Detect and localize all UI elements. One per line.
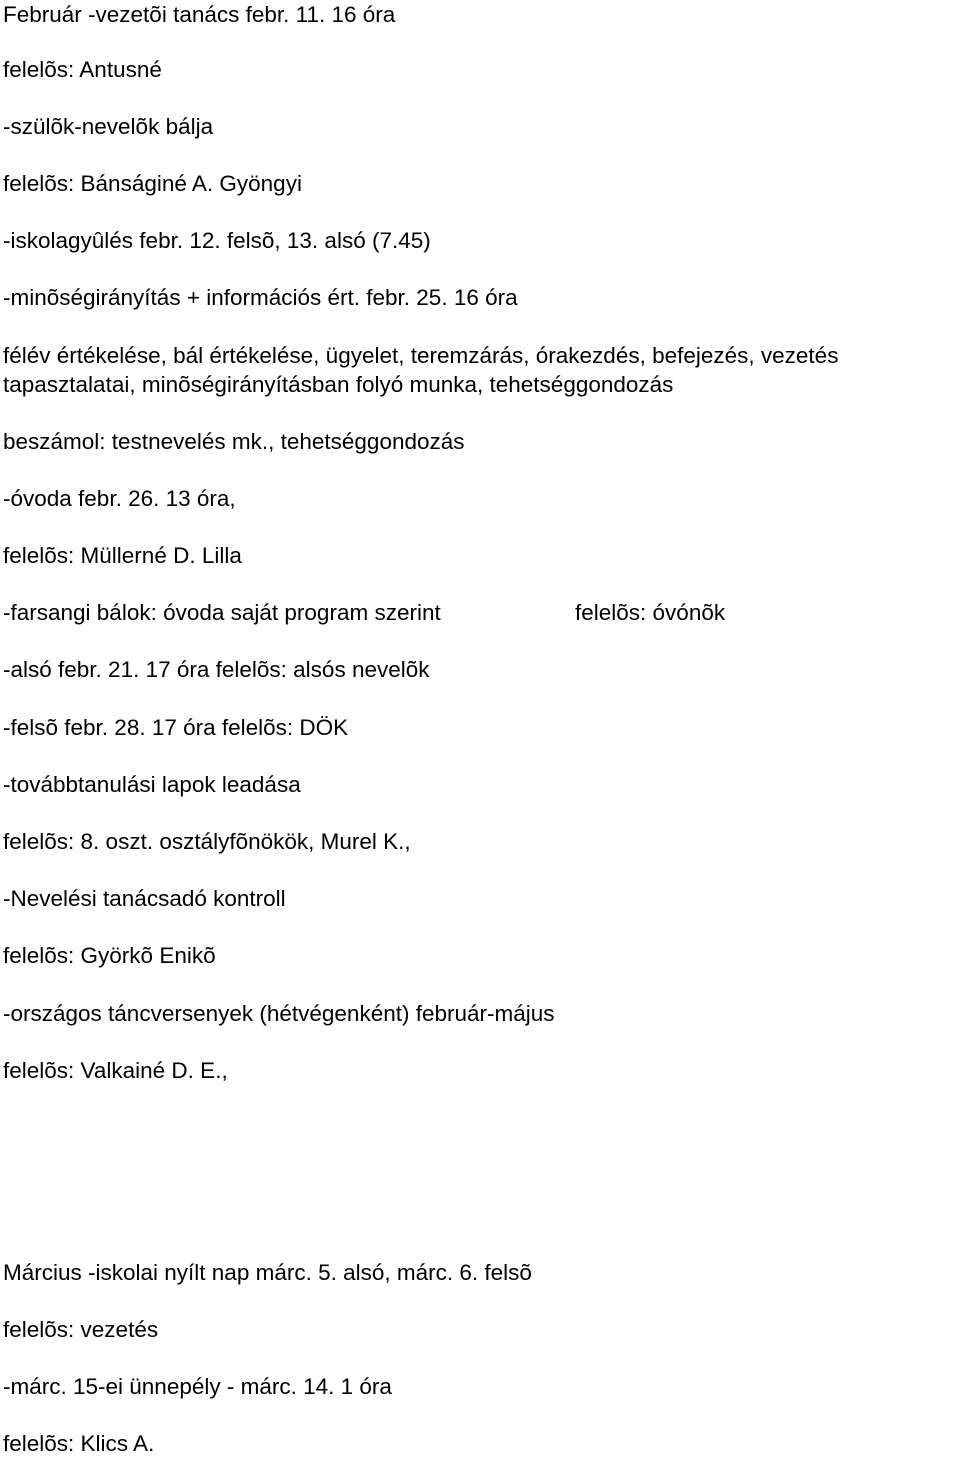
text-line: Február -vezetõi tanács febr. 11. 16 óra (3, 2, 396, 27)
text-line: felelõs: Müllerné D. Lilla (3, 543, 242, 568)
text-line: -alsó febr. 21. 17 óra felelõs: alsós nevelõk (3, 657, 430, 682)
text-line: -Nevelési tanácsadó kontroll (3, 886, 286, 911)
text-line: felelõs: Györkõ Enikõ (3, 943, 216, 968)
text-line: beszámol: testnevelés mk., tehetséggondozás (3, 429, 465, 454)
text-line: felelõs: vezetés (3, 1317, 159, 1342)
text-line: felelõs: 8. oszt. osztályfõnökök, Murel K., (3, 829, 411, 854)
text-line: -márc. 15-ei ünnepély - márc. 14. 1 óra (3, 1374, 392, 1399)
text-line: -szülõk-nevelõk bálja (3, 114, 214, 139)
text-line: -országos táncversenyek (hétvégenként) február-május (3, 1001, 555, 1026)
text-line-with-tab (3, 598, 726, 627)
text-line: Március -iskolai nyílt nap márc. 5. alsó, márc. 6. felsõ (3, 1260, 532, 1285)
text-line: -iskolagyûlés febr. 12. felsõ, 13. alsó (7.45) (3, 228, 431, 253)
text-segment: felelõs: óvónõk (575, 600, 726, 625)
text-segment: -farsangi bálok: óvoda saját program szerint (3, 600, 441, 625)
text-line: felelõs: Bánságiné A. Gyöngyi (3, 171, 302, 196)
text-line: tapasztalatai, minõségirányításban folyó munka, tehetséggondozás (3, 372, 674, 397)
text-line: felelõs: Klics A. (3, 1431, 155, 1456)
text-line: -felsõ febr. 28. 17 óra felelõs: DÖK (3, 715, 349, 740)
text-line: felelõs: Valkainé D. E., (3, 1058, 228, 1083)
text-line: -minõségirányítás + információs ért. febr. 25. 16 óra (3, 285, 518, 310)
text-line: -óvoda febr. 26. 13 óra, (3, 486, 236, 511)
text-line: félév értékelése, bál értékelése, ügyelet, teremzárás, órakezdés, befejezés, vezetés (3, 343, 839, 368)
text-line: felelõs: Antusné (3, 57, 162, 82)
text-line: -továbbtanulási lapok leadása (3, 772, 301, 797)
